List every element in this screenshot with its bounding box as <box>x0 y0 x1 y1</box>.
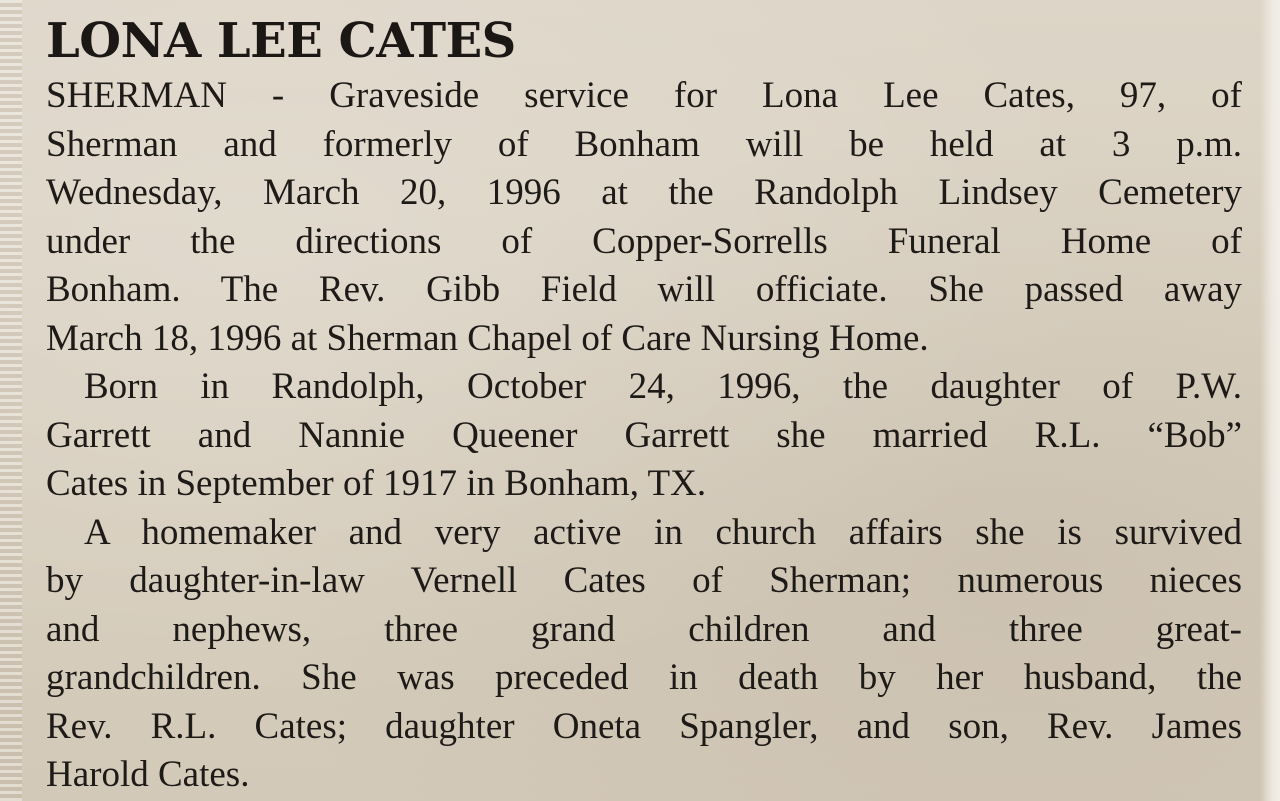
body-line: Cates in September of 1917 in Bonham, TX. <box>46 463 707 504</box>
body-line: A homemaker and very active in church affairs she is survived <box>84 511 1242 553</box>
body-line: Garrett and Nannie Queener Garrett she married R.L. “Bob” <box>46 414 1242 456</box>
paper-right-edge <box>1260 0 1280 801</box>
body-line: Bonham. The Rev. Gibb Field will officiate. She passed away <box>46 269 1242 310</box>
torn-left-edge <box>0 0 22 801</box>
body-line: SHERMAN - Graveside service for Lona Lee Cates, 97, of <box>46 75 1242 116</box>
obituary-body <box>46 72 1242 800</box>
body-line: under the directions of Copper-Sorrells Funeral Home of <box>46 220 1242 262</box>
obituary-headline: LONA LEE CATES <box>46 13 516 69</box>
paragraph-service <box>46 72 1242 363</box>
body-line: grandchildren. She was preceded in death by her husband, the <box>46 657 1242 698</box>
body-line: Rev. R.L. Cates; daughter Oneta Spangler, and son, Rev. James <box>46 705 1242 747</box>
body-line: Sherman and formerly of Bonham will be held at 3 p.m. <box>46 123 1242 165</box>
body-line: by daughter-in-law Vernell Cates of Sherman; numerous nieces <box>46 560 1242 601</box>
body-line: and nephews, three grand children and three great- <box>46 608 1242 650</box>
paragraph-survivors <box>46 509 1242 800</box>
body-line: Wednesday, March 20, 1996 at the Randolph Lindsey Cemetery <box>46 172 1242 213</box>
body-line: March 18, 1996 at Sherman Chapel of Care Nursing Home. <box>46 317 929 359</box>
body-line: Harold Cates. <box>46 754 250 795</box>
body-line: Born in Randolph, October 24, 1996, the daughter of P.W. <box>84 366 1242 407</box>
paragraph-birth <box>46 363 1242 509</box>
